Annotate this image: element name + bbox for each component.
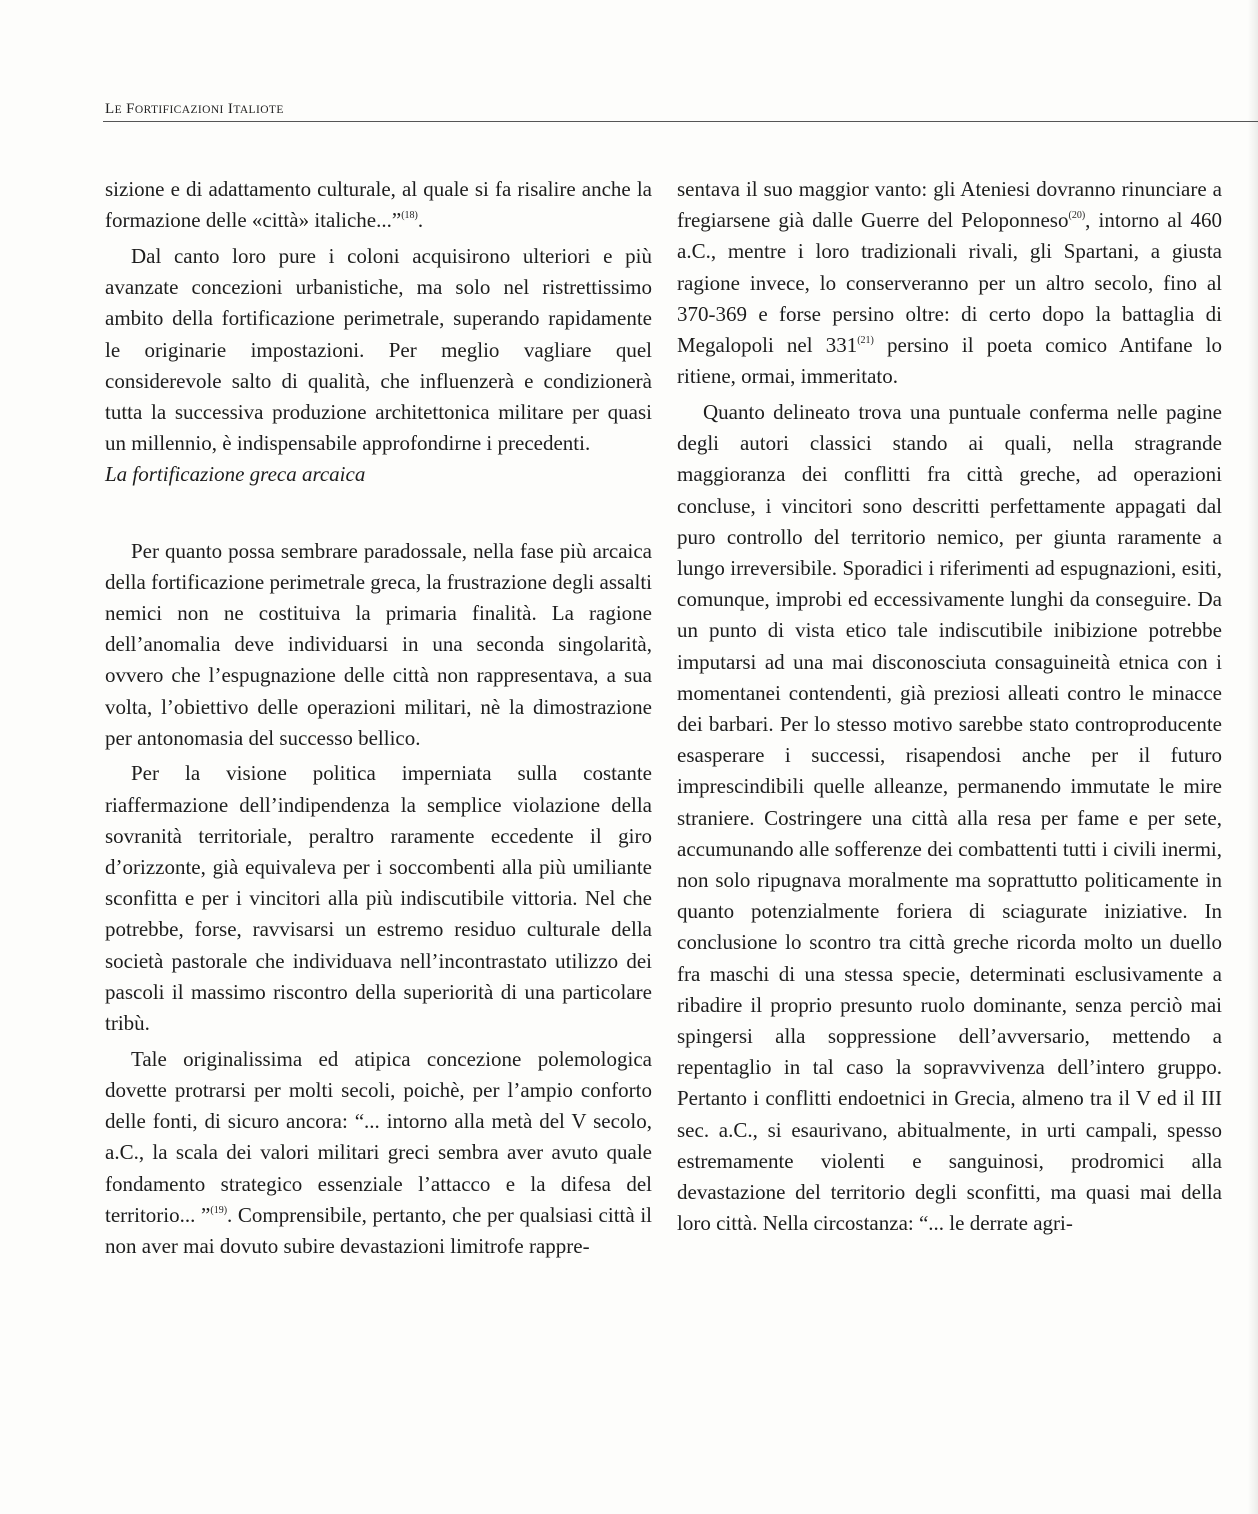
- footnote-ref-19: (19): [210, 1204, 228, 1216]
- left-paragraph-1: sizione e di adattamento culturale, al quale si fa risalire anche la formazione delle «città» italiche...”$^{(18)}$.: [105, 177, 652, 233]
- left-paragraph-4: Per la visione politica imperniata sulla costante riaffermazione dell’indipendenza la semplice violazione della sovranità territoriale, peraltro raramente eccedente il giro d’orizzonte, già equivaleva per i soccombenti alla più umiliante sconfitta e per i vincitori alla più indiscutibile vittoria. Nel che potrebbe, forse, ravvisarsi un estremo residuo culturale della società pastorale che individuava nell’incontrastato utilizzo dei pascoli il massimo riscontro della superiorità di una particolare tribù.: [105, 761, 652, 1036]
- header-rule: [103, 121, 1258, 122]
- left-paragraph-2: Dal canto loro pure i coloni acquisirono ulteriori e più avanzate concezioni urbanistiche, ma solo nel ristrettissimo ambito della fortificazione perimetrale, superando rapidamente le originarie impostazioni. Per meglio vagliare quel considerevole salto di qualità, che influenzerà e condizionerà tutta la successiva produzione architettonica militare per quasi un millennio, è indispensabile approfondirne i precedenti.: [105, 243, 652, 456]
- running-header: [105, 101, 284, 118]
- right-paragraph-2: Quanto delineato trova una puntuale conferma nelle pagine degli autori classici stando ai quali, nella stragrande maggioranza dei conflitti fra città greche, ad operazioni concluse, i vincitori sono descritti perfettamente appagati dal puro controllo del territorio nemico, per giunta raramente a lungo irreversibile. Sporadici i riferimenti ad espugnazioni, esiti, comunque, improbi ed eccessivamente lunghi da conseguire. Da un punto di vista etico tale indiscutibile inibizione potrebbe imputarsi ad una mai disconosciuta consaguineità etnica con i momentanei contendenti, già preziosi alleati contro le minacce dei barbari. Per lo stesso motivo sarebbe stato controproducente esasperare i successi, risapendosi anche per il futuro imprescindibili quelle alleanze, permanendo immutate le mire straniere. Costringere una città alla resa per fame e per sete, accumunando alle sofferenze dei combattenti tutti i civili inermi, non solo ripugnava moralmente ma soprattutto politicamente in quanto potenzialmente foriera di sciagurate iniziative. In conclusione lo scontro tra città greche ricorda molto un duello fra maschi di una stessa specie, determinati esclusivamente a ribadire il proprio presunto ruolo dominante, senza perciò mai spingersi alla soppressione dell’avversario, mettendo a repentaglio in tal caso la sopravvivenza dell’intero gruppo. Pertanto i conflitti endoetnici in Grecia, almeno tra il V ed il III sec. a.C., si esaurivano, abitualmente, in urti campali, spesso estremamente violenti e sanguinosi, prodromici alla devastazione del territorio degli sconfitti, ma quasi mai della loro città. Nella circostanza: “... le derrate agri-: [677, 399, 1222, 1236]
- footnote-ref-21: (21): [857, 335, 874, 347]
- footnote-ref-18: (18): [401, 210, 418, 222]
- header-word-3: ITALIOTE: [227, 101, 284, 117]
- footnote-ref-20: (20): [1068, 210, 1086, 222]
- section-heading: La fortificazione greca arcaica: [105, 462, 366, 487]
- right-paragraph-1: sentava il suo maggior vanto: gli Ateniesi dovranno rinunciare a fregiarsene già dalle Guerre del Peloponneso$^{(20)}$, intorno al 460 a.C., mentre i loro tradizionali rivali, gli Spartani, a giusta ragione invece, lo conserveranno per un altro secolo, fino al 370-369 e forse persino oltre: di certo dopo la battaglia di Megalopoli nel 331$^{(21)}$ persino il poeta comico Antifane lo ritiene, ormai, immeritato.: [677, 177, 1222, 389]
- left-paragraph-5: Tale originalissima ed atipica concezione polemologica dovette protrarsi per molti secoli, poichè, per l’ampio conforto delle fonti, di sicuro ancora: “... intorno alla metà del V secolo, a.C., la scala dei valori militari greci sembra aver avuto quale fondamento strategico essenziale l’attacco e la difesa del territorio... ”$^{(19)}$. Comprensibile, pertanto, che per qualsiasi città il non aver mai dovuto subire devastazioni limitrofe rappre-: [105, 1046, 652, 1258]
- left-paragraph-3: Per quanto possa sembrare paradossale, nella fase più arcaica della fortificazione perimetrale greca, la frustrazione degli assalti nemici non ne costituiva la primaria finalità. La ragione dell’anomalia deve individuarsi in una seconda singolarità, ovvero che l’espugnazione delle città non rappresentava, a sua volta, l’obiettivo delle operazioni militari, nè la dimostrazione per antonomasia del successo bellico.: [105, 538, 652, 750]
- header-word-2: FORTIFICAZIONI: [126, 101, 224, 117]
- page-edge-shadow: [1248, 0, 1258, 1514]
- right-column: [677, 174, 1222, 1239]
- header-word-1: LE: [105, 101, 123, 117]
- left-column: [105, 174, 652, 1262]
